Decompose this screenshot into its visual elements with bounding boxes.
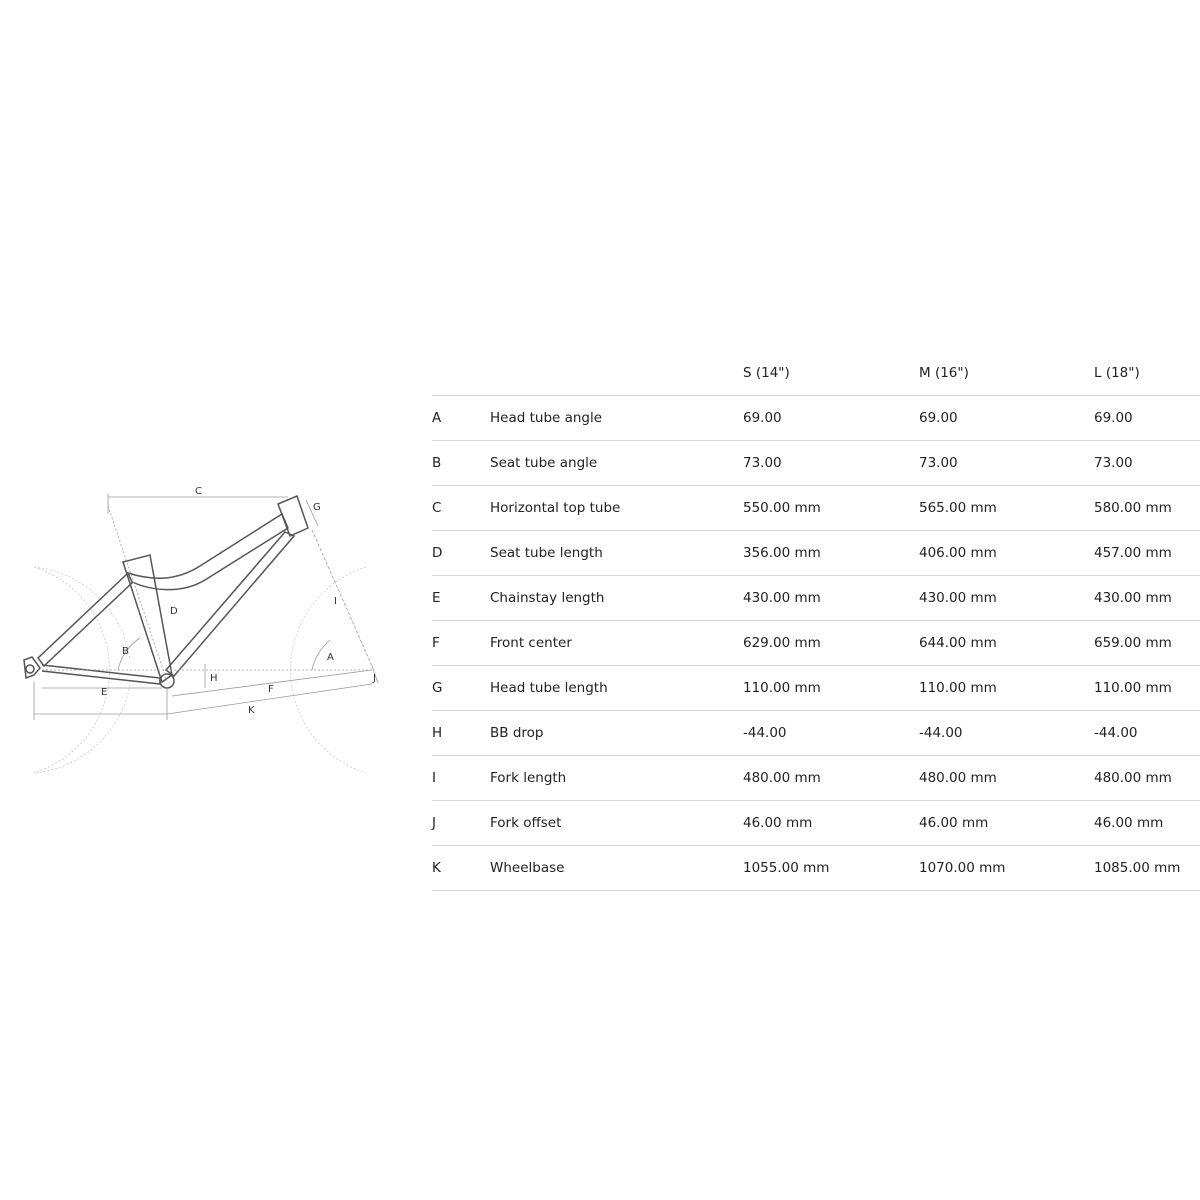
row-value-l: -44.00 [1094,725,1138,741]
row-value-l: 1085.00 mm [1094,860,1181,876]
head-tube [278,496,308,536]
row-code: F [432,635,440,651]
frame-geometry-svg [0,470,400,790]
header-code [432,350,490,396]
row-name: Fork offset [490,815,562,831]
row-name: Head tube angle [490,410,603,426]
table-row [432,846,1200,891]
label-i: I [334,596,337,607]
label-h: H [210,673,218,684]
row-code: H [432,725,443,741]
row-value-m: 406.00 mm [919,545,997,561]
label-f: F [268,684,274,695]
row-name: Horizontal top tube [490,500,621,516]
row-code: A [432,410,442,426]
row-value-l: 480.00 mm [1094,770,1172,786]
table-row [432,396,1200,441]
row-value-m: -44.00 [919,725,963,741]
row-value-s: 356.00 mm [743,545,821,561]
row-value-s: 430.00 mm [743,590,821,606]
row-name: Fork length [490,770,567,786]
row-value-l: 580.00 mm [1094,500,1172,516]
row-value-l: 73.00 [1094,455,1133,471]
row-value-s: 1055.00 mm [743,860,830,876]
table-row [432,531,1200,576]
row-value-m: 1070.00 mm [919,860,1006,876]
row-name: Wheelbase [490,860,565,876]
row-value-m: 69.00 [919,410,958,426]
row-value-l: 659.00 mm [1094,635,1172,651]
row-name: Seat tube angle [490,455,598,471]
label-a: A [327,652,334,663]
table-row [432,756,1200,801]
label-k: K [248,705,255,716]
row-name: Head tube length [490,680,608,696]
frame-geometry-diagram [0,470,400,790]
row-value-s: 629.00 mm [743,635,821,651]
row-value-m: 644.00 mm [919,635,997,651]
table-header-row [432,350,1200,396]
row-value-s: 550.00 mm [743,500,821,516]
row-value-m: 565.00 mm [919,500,997,516]
label-g: G [313,502,321,513]
row-value-s: 73.00 [743,455,782,471]
table-row [432,576,1200,621]
geometry-table [432,350,1200,891]
seat-axis-line [108,506,167,681]
row-code: I [432,770,436,786]
row-code: G [432,680,443,696]
row-name: Chainstay length [490,590,605,606]
chain-stays [42,665,160,684]
rear-wheel-arc-top [34,567,130,660]
table-row [432,486,1200,531]
table-row [432,666,1200,711]
rear-axle [26,665,34,673]
header-size-m: M (16") [919,364,969,381]
row-value-l: 457.00 mm [1094,545,1172,561]
bike-frame [24,496,308,688]
row-value-s: 110.00 mm [743,680,821,696]
row-code: K [432,860,441,876]
row-value-s: 69.00 [743,410,782,426]
row-value-l: 46.00 mm [1094,815,1164,831]
label-b: B [122,646,129,657]
header-name [490,350,743,396]
down-tube [166,532,294,676]
steering-axis-line [312,530,372,666]
label-d: D [170,606,178,617]
table-row [432,801,1200,846]
row-value-s: -44.00 [743,725,787,741]
table-row [432,441,1200,486]
row-value-m: 430.00 mm [919,590,997,606]
label-c: C [195,486,202,497]
dimension-lines [34,494,378,720]
label-e: E [101,687,108,698]
row-value-l: 110.00 mm [1094,680,1172,696]
row-value-l: 430.00 mm [1094,590,1172,606]
header-size-l: L (18") [1094,364,1140,381]
row-value-m: 46.00 mm [919,815,989,831]
row-name: Front center [490,635,572,651]
rear-wheel-arc-bottom [34,685,130,773]
row-name: Seat tube length [490,545,603,561]
header-size-s: S (14") [743,364,790,381]
row-code: J [432,815,436,831]
row-code: C [432,500,442,516]
row-code: D [432,545,443,561]
row-name: BB drop [490,725,544,741]
top-tube [128,514,288,590]
row-value-l: 69.00 [1094,410,1133,426]
label-j: J [373,673,376,684]
row-code: B [432,455,442,471]
seat-stays [38,573,133,666]
row-value-m: 73.00 [919,455,958,471]
row-value-s: 46.00 mm [743,815,813,831]
row-code: E [432,590,441,606]
row-value-m: 480.00 mm [919,770,997,786]
row-value-m: 110.00 mm [919,680,997,696]
table-row [432,711,1200,756]
row-value-s: 480.00 mm [743,770,821,786]
table-row [432,621,1200,666]
